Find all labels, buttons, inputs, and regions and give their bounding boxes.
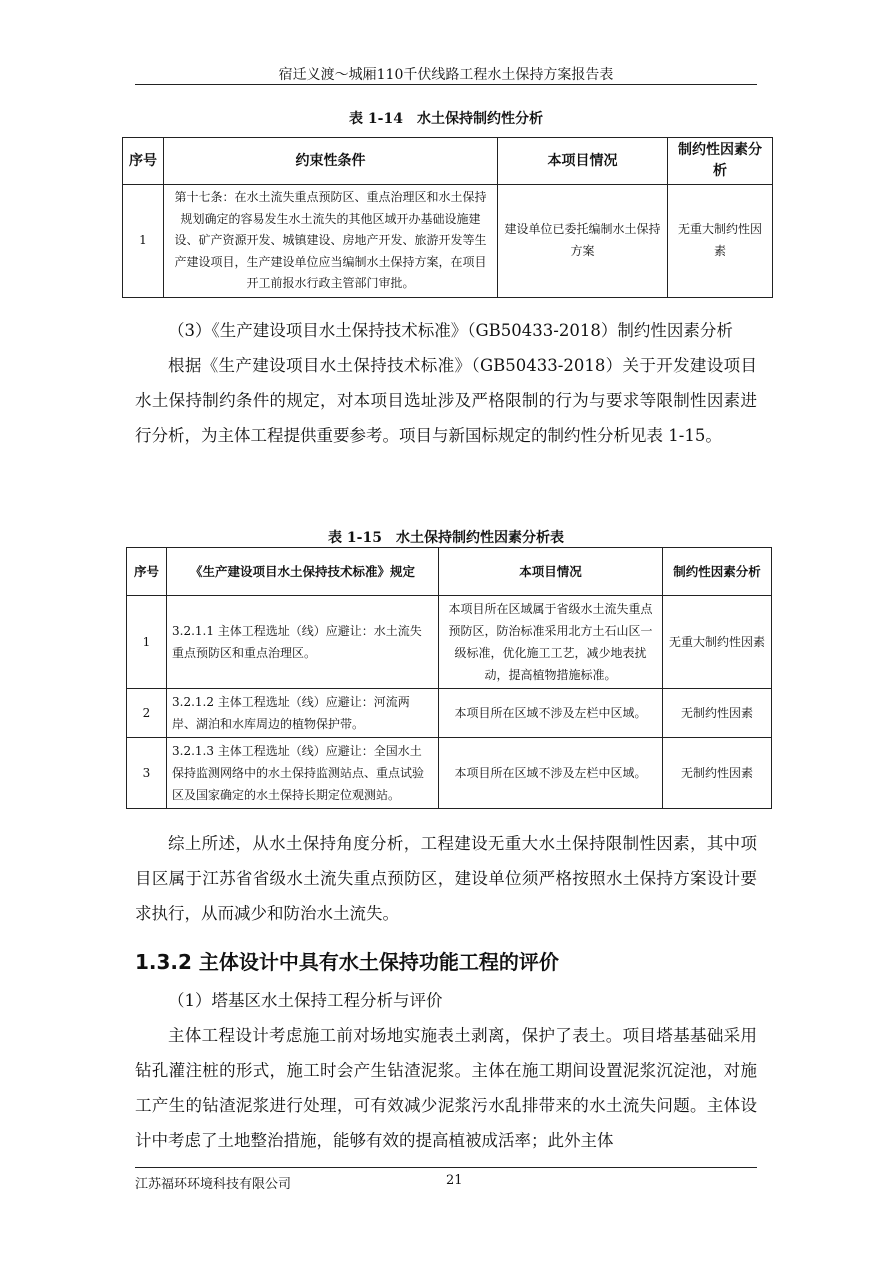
cell-project: 本项目所在区域属于省级水土流失重点预防区，防治标准采用北方土石山区一级标准，优化施工工艺，减少地表扰动，提高植物措施标准。 [439, 596, 663, 689]
paragraph-standard-intro: 根据《生产建设项目水土保持技术标准》（GB50433-2018）关于开发建设项目水土保持制约条件的规定，对本项目选址涉及严格限制的行为与要求等限制性因素进行分析，为主体工程提供重要参考。项目与新国标规定的制约性分析见表 1-15。 [135, 356, 757, 445]
table-1-15-caption: 表 1-15 水土保持制约性因素分析表 [328, 530, 564, 546]
cell-factor: 无制约性因素 [663, 738, 772, 809]
footer-rule [135, 1167, 757, 1168]
paragraph-standard-heading: （3）《生产建设项目水土保持技术标准》（GB50433-2018）制约性因素分析 [168, 321, 733, 340]
table-1-15 [126, 547, 772, 809]
cell-no: 2 [127, 689, 167, 738]
cell-project: 本项目所在区域不涉及左栏中区域。 [439, 738, 663, 809]
header-no: 序号 [123, 138, 164, 185]
cell-condition: 第十七条：在水土流失重点预防区、重点治理区和水土保持规划确定的容易发生水土流失的其他区域开办基础设施建设、矿产资源开发、城镇建设、房地产开发、旅游开发等生产建设项目，生产建设单位应当编制水土保持方案，在项目开工前报水行政主管部门审批。 [164, 185, 498, 298]
cell-rule: 3.2.1.1 主体工程选址（线）应避让：水土流失重点预防区和重点治理区。 [167, 596, 439, 689]
table-row [127, 738, 772, 809]
footer-company: 江苏福环环境科技有限公司 [135, 1177, 292, 1192]
paragraph-conclusion: 综上所述，从水土保持角度分析，工程建设无重大水土保持限制性因素，其中项目区属于江苏省省级水土流失重点预防区，建设单位须严格按照水土保持方案设计要求执行，从而减少和防治水土流失。 [135, 834, 757, 923]
header-project: 本项目情况 [439, 548, 663, 596]
header-factor: 制约性因素分析 [668, 138, 773, 185]
body-text-block-1 [135, 313, 757, 453]
cell-no: 1 [127, 596, 167, 689]
cell-factor: 无制约性因素 [663, 689, 772, 738]
cell-factor: 无重大制约性因素 [663, 596, 772, 689]
running-title: 宿迁义渡～城厢110千伏线路工程水土保持方案报告表 [278, 67, 614, 83]
body-text-block-3 [135, 983, 757, 1158]
cell-factor: 无重大制约性因素 [668, 185, 773, 298]
table-1-14 [122, 137, 773, 298]
cell-project: 建设单位已委托编制水土保持方案 [498, 185, 668, 298]
header-factor: 制约性因素分析 [663, 548, 772, 596]
cell-rule: 3.2.1.2 主体工程选址（线）应避让：河流两岸、湖泊和水库周边的植物保护带。 [167, 689, 439, 738]
body-text-block-2 [135, 826, 757, 931]
table-header-row [123, 138, 773, 185]
cell-project: 本项目所在区域不涉及左栏中区域。 [439, 689, 663, 738]
cell-no: 3 [127, 738, 167, 809]
header-no: 序号 [127, 548, 167, 596]
table-row [127, 596, 772, 689]
section-heading: 1.3.2 主体设计中具有水土保持功能工程的评价 [135, 950, 559, 974]
header-condition: 约束性条件 [164, 138, 498, 185]
table-row [127, 689, 772, 738]
header-rule [135, 84, 757, 85]
table-header-row [127, 548, 772, 596]
table-1-14-caption: 表 1-14 水土保持制约性分析 [349, 111, 543, 127]
header-rule: 《生产建设项目水土保持技术标准》规定 [167, 548, 439, 596]
paragraph-tower-foundation: 主体工程设计考虑施工前对场地实施表土剥离，保护了表土。项目塔基基础采用钻孔灌注桩的形式，施工时会产生钻渣泥浆。主体在施工期间设置泥浆沉淀池，对施工产生的钻渣泥浆进行处理，可有效减少泥浆污水乱排带来的水土流失问题。主体设计中考虑了土地整治措施，能够有效的提高植被成活率；此外主体 [135, 1026, 757, 1150]
page-number: 21 [446, 1173, 463, 1188]
table-row [123, 185, 773, 298]
header-project: 本项目情况 [498, 138, 668, 185]
cell-no: 1 [123, 185, 164, 298]
cell-rule: 3.2.1.3 主体工程选址（线）应避让：全国水土保持监测网络中的水土保持监测站点、重点试验区及国家确定的水土保持长期定位观测站。 [167, 738, 439, 809]
subsection-heading: （1）塔基区水土保持工程分析与评价 [168, 991, 443, 1010]
